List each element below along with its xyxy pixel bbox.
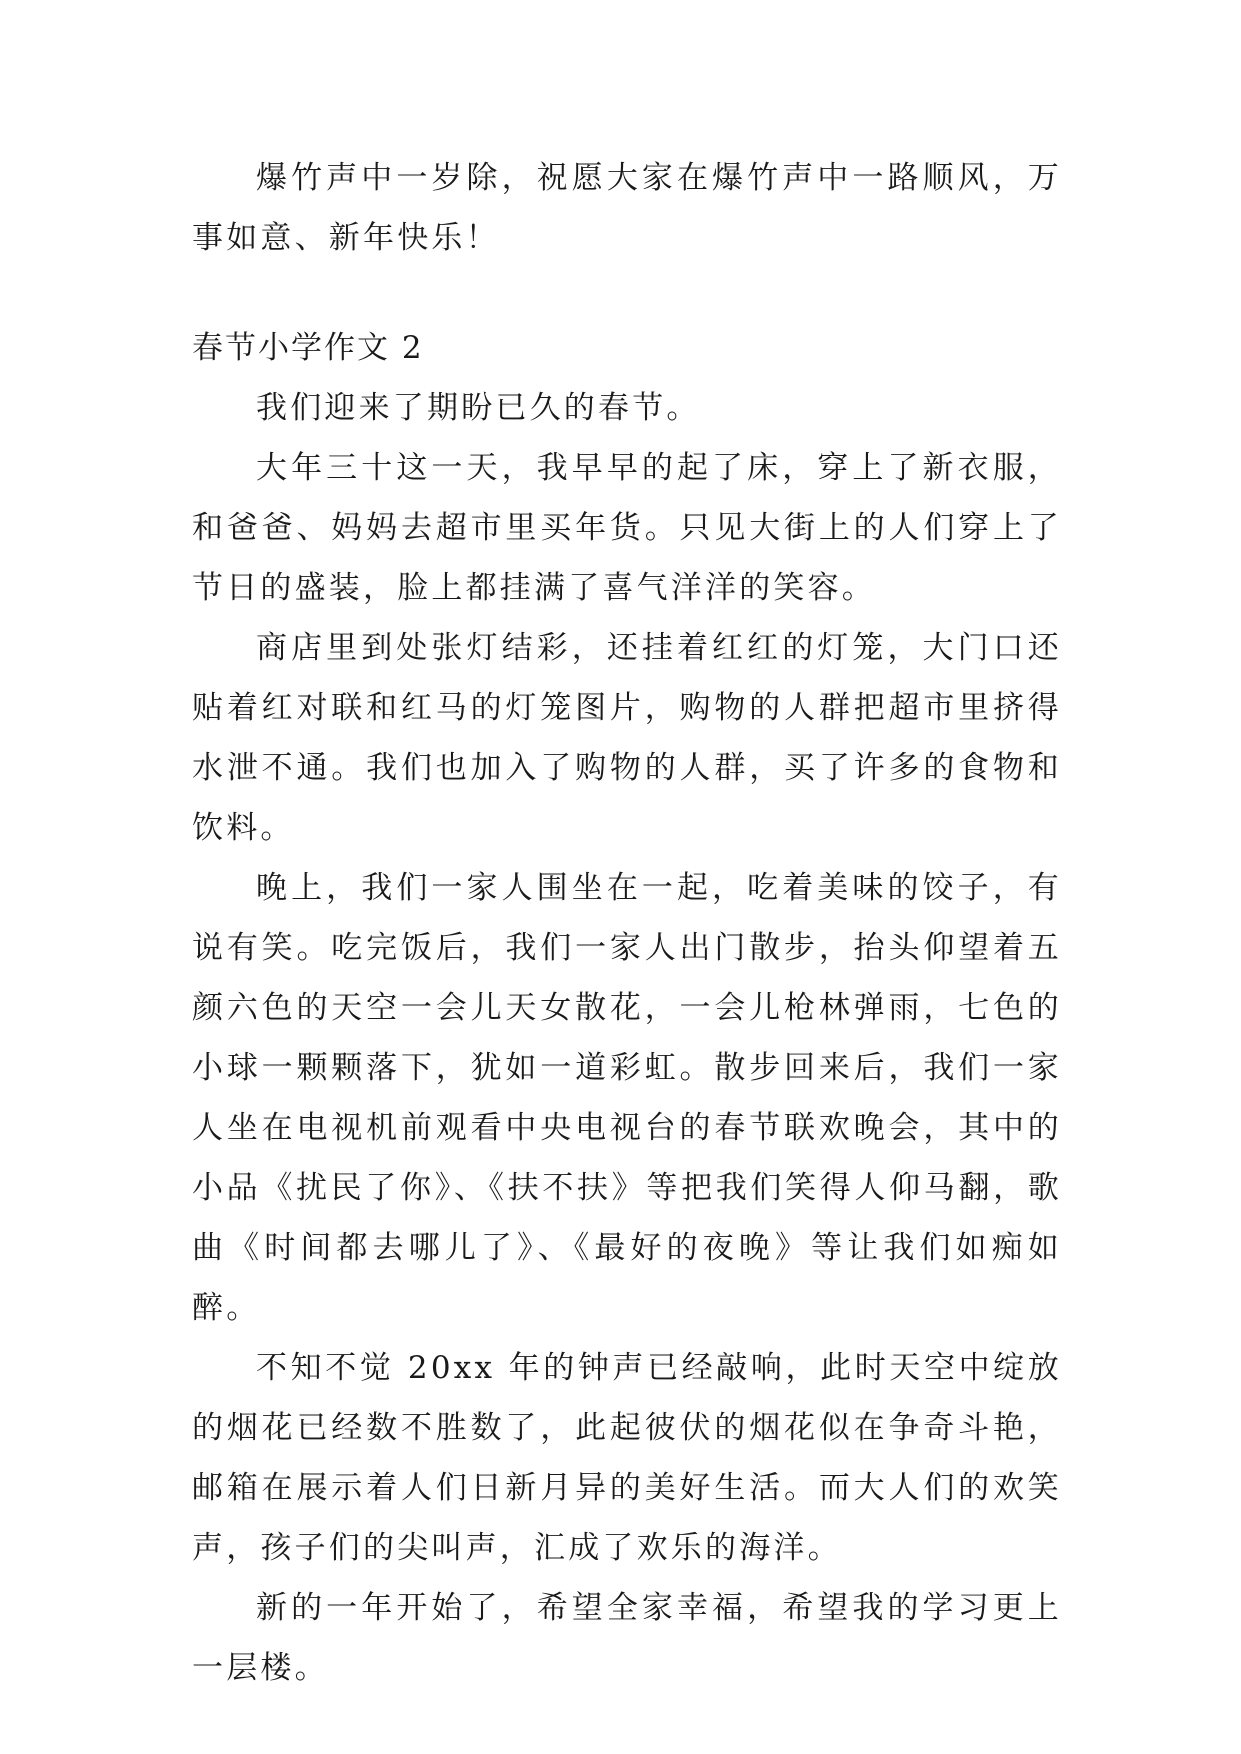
paragraph-6: 新的一年开始了，希望全家幸福，希望我的学习更上一层楼。: [192, 1590, 1062, 1686]
intro-paragraph: 爆竹声中一岁除，祝愿大家在爆竹声中一路顺风，万事如意、新年快乐！: [192, 160, 1062, 256]
paragraph-1: 我们迎来了期盼已久的春节。: [256, 390, 701, 426]
section-title: 春节小学作文 2: [192, 330, 424, 366]
paragraph-5: 不知不觉 20xx 年的钟声已经敲响，此时天空中绽放的烟花已经数不胜数了，此起彼伏的烟花似在争奇斗艳，邮箱在展示着人们日新月异的美好生活。而大人们的欢笑声，孩子们的尖叫声，汇成了欢乐的海洋。: [192, 1350, 1062, 1566]
paragraph-4: 晚上，我们一家人围坐在一起，吃着美味的饺子，有说有笑。吃完饭后，我们一家人出门散步，抬头仰望着五颜六色的天空一会儿天女散花，一会儿枪林弹雨，七色的小球一颗颗落下，犹如一道彩虹。散步回来后，我们一家人坐在电视机前观看中央电视台的春节联欢晚会，其中的小品《扰民了你》、《扶不扶》等把我们笑得人仰马翻，歌曲《时间都去哪儿了》、《最好的夜晚》等让我们如痴如醉。: [192, 870, 1062, 1326]
paragraph-3: 商店里到处张灯结彩，还挂着红红的灯笼，大门口还贴着红对联和红马的灯笼图片，购物的人群把超市里挤得水泄不通。我们也加入了购物的人群，买了许多的食物和饮料。: [192, 630, 1062, 846]
section-gap: [192, 268, 1062, 318]
paragraph-2: 大年三十这一天，我早早的起了床，穿上了新衣服，和爸爸、妈妈去超市里买年货。只见大街上的人们穿上了节日的盛装，脸上都挂满了喜气洋洋的笑容。: [192, 450, 1062, 606]
document-body: [192, 148, 1062, 1698]
